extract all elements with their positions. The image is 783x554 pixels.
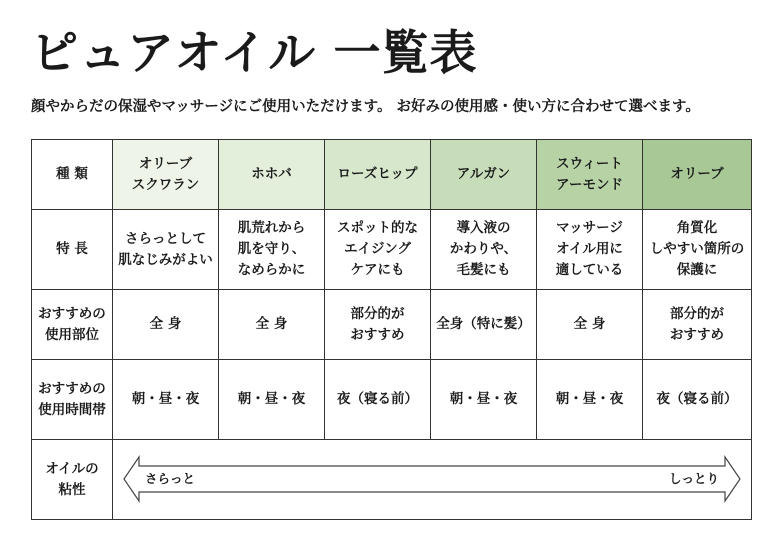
oil-name-line: スクワラン: [131, 176, 200, 193]
cell-line: おすすめ: [350, 326, 405, 343]
cell-line: 朝・昼・夜: [131, 391, 200, 408]
usage-area-cell: [219, 290, 325, 360]
usage-area-cell: [537, 290, 643, 360]
corner-label: 種 類: [56, 166, 88, 183]
cell-line: オイル用に: [556, 241, 623, 258]
cell-line: 朝・昼・夜: [237, 391, 306, 408]
cell-line: おすすめ: [669, 326, 725, 343]
usage-time-cell: [219, 360, 325, 440]
double-arrow-icon: [123, 454, 741, 504]
feature-cell: [219, 210, 325, 290]
cell-line: 肌なじみがよい: [118, 251, 213, 268]
usage-area-cell: [325, 290, 431, 360]
cell-line: マッサージ: [556, 220, 623, 237]
cell-line: 角質化: [676, 220, 718, 237]
cell-line: 朝・昼・夜: [555, 391, 624, 408]
cell-line: かわりや、: [449, 241, 518, 258]
feature-cell: [537, 210, 643, 290]
page-title: ピュアオイル 一覧表: [31, 26, 478, 81]
row-label-line: 粘性: [58, 481, 86, 498]
cell-line: 毛髪にも: [456, 261, 511, 278]
row-label-line: おすすめの: [38, 305, 106, 322]
cell-line: 肌荒れから: [237, 220, 306, 237]
header-row: [32, 140, 752, 210]
oil-name-line: オリーブ: [138, 155, 193, 172]
feature-cell: [325, 210, 431, 290]
usage-area-row: [32, 290, 752, 360]
oil-name-line: アーモンド: [555, 176, 624, 193]
cell-line: 保護に: [676, 261, 718, 278]
cell-line: ケアにも: [350, 261, 405, 278]
usage-time-cell: [113, 360, 219, 440]
row-label-line: おすすめの: [38, 380, 106, 397]
cell-line: 全 身: [149, 316, 182, 333]
usage-time-cell: [643, 360, 752, 440]
oil-name-line: オリーブ: [670, 166, 724, 183]
cell-line: 全 身: [255, 316, 288, 333]
row-label-line: 使用部位: [45, 326, 99, 343]
usage-area-cell: [113, 290, 219, 360]
viscosity-arrow: [123, 454, 741, 504]
cell-line: 導入液の: [456, 220, 511, 237]
cell-line: エイジング: [344, 241, 411, 258]
row-label-line: 特 長: [56, 241, 88, 258]
oil-header-sweet-almond: [537, 140, 643, 210]
cell-line: 肌を守り、: [237, 241, 306, 258]
cell-line: なめらかに: [237, 261, 306, 278]
oil-comparison-table: [31, 139, 752, 520]
cell-line: しやすい箇所の: [649, 241, 745, 258]
viscosity-row: [32, 440, 752, 520]
usage-area-cell: [431, 290, 537, 360]
oil-header-olive: [643, 140, 752, 210]
cell-line: 適している: [555, 261, 624, 278]
cell-line: さらっとして: [125, 230, 206, 247]
row-label-usage-time: [32, 360, 113, 440]
feature-cell: [431, 210, 537, 290]
cell-line: 部分的が: [350, 305, 405, 322]
cell-line: 夜（寝る前）: [656, 391, 738, 408]
page-subtitle: 顔やからだの保湿やマッサージにご使用いただけます。 お好みの使用感・使い方に合わせて選べます。: [31, 99, 700, 115]
viscosity-scale-cell: [113, 440, 752, 520]
corner-header: [32, 140, 113, 210]
viscosity-high-label: しっとり: [668, 471, 719, 486]
row-label-viscosity: [32, 440, 113, 520]
row-label-features: [32, 210, 113, 290]
cell-line: 全身（特に髪）: [436, 316, 531, 333]
cell-line: 全 身: [573, 316, 606, 333]
features-row: [32, 210, 752, 290]
viscosity-low-label: さらっと: [145, 471, 196, 486]
oil-header-olive-squalane: [113, 140, 219, 210]
usage-time-cell: [537, 360, 643, 440]
feature-cell: [643, 210, 752, 290]
row-label-usage-area: [32, 290, 113, 360]
usage-area-cell: [643, 290, 752, 360]
cell-line: 部分的が: [670, 305, 724, 322]
usage-time-row: [32, 360, 752, 440]
cell-line: 夜（寝る前）: [337, 391, 418, 408]
oil-header-jojoba: [219, 140, 325, 210]
oil-header-rosehip: [325, 140, 431, 210]
oil-header-argan: [431, 140, 537, 210]
feature-cell: [113, 210, 219, 290]
oil-name-line: スウィート: [556, 155, 623, 172]
row-label-line: 使用時間帯: [38, 401, 106, 418]
cell-line: スポット的な: [337, 220, 418, 237]
usage-time-cell: [431, 360, 537, 440]
cell-line: 朝・昼・夜: [449, 391, 518, 408]
oil-name-line: アルガン: [456, 166, 511, 183]
oil-name-line: ローズヒップ: [337, 166, 418, 183]
row-label-line: オイルの: [45, 460, 99, 477]
usage-time-cell: [325, 360, 431, 440]
oil-name-line: ホホバ: [251, 166, 292, 183]
